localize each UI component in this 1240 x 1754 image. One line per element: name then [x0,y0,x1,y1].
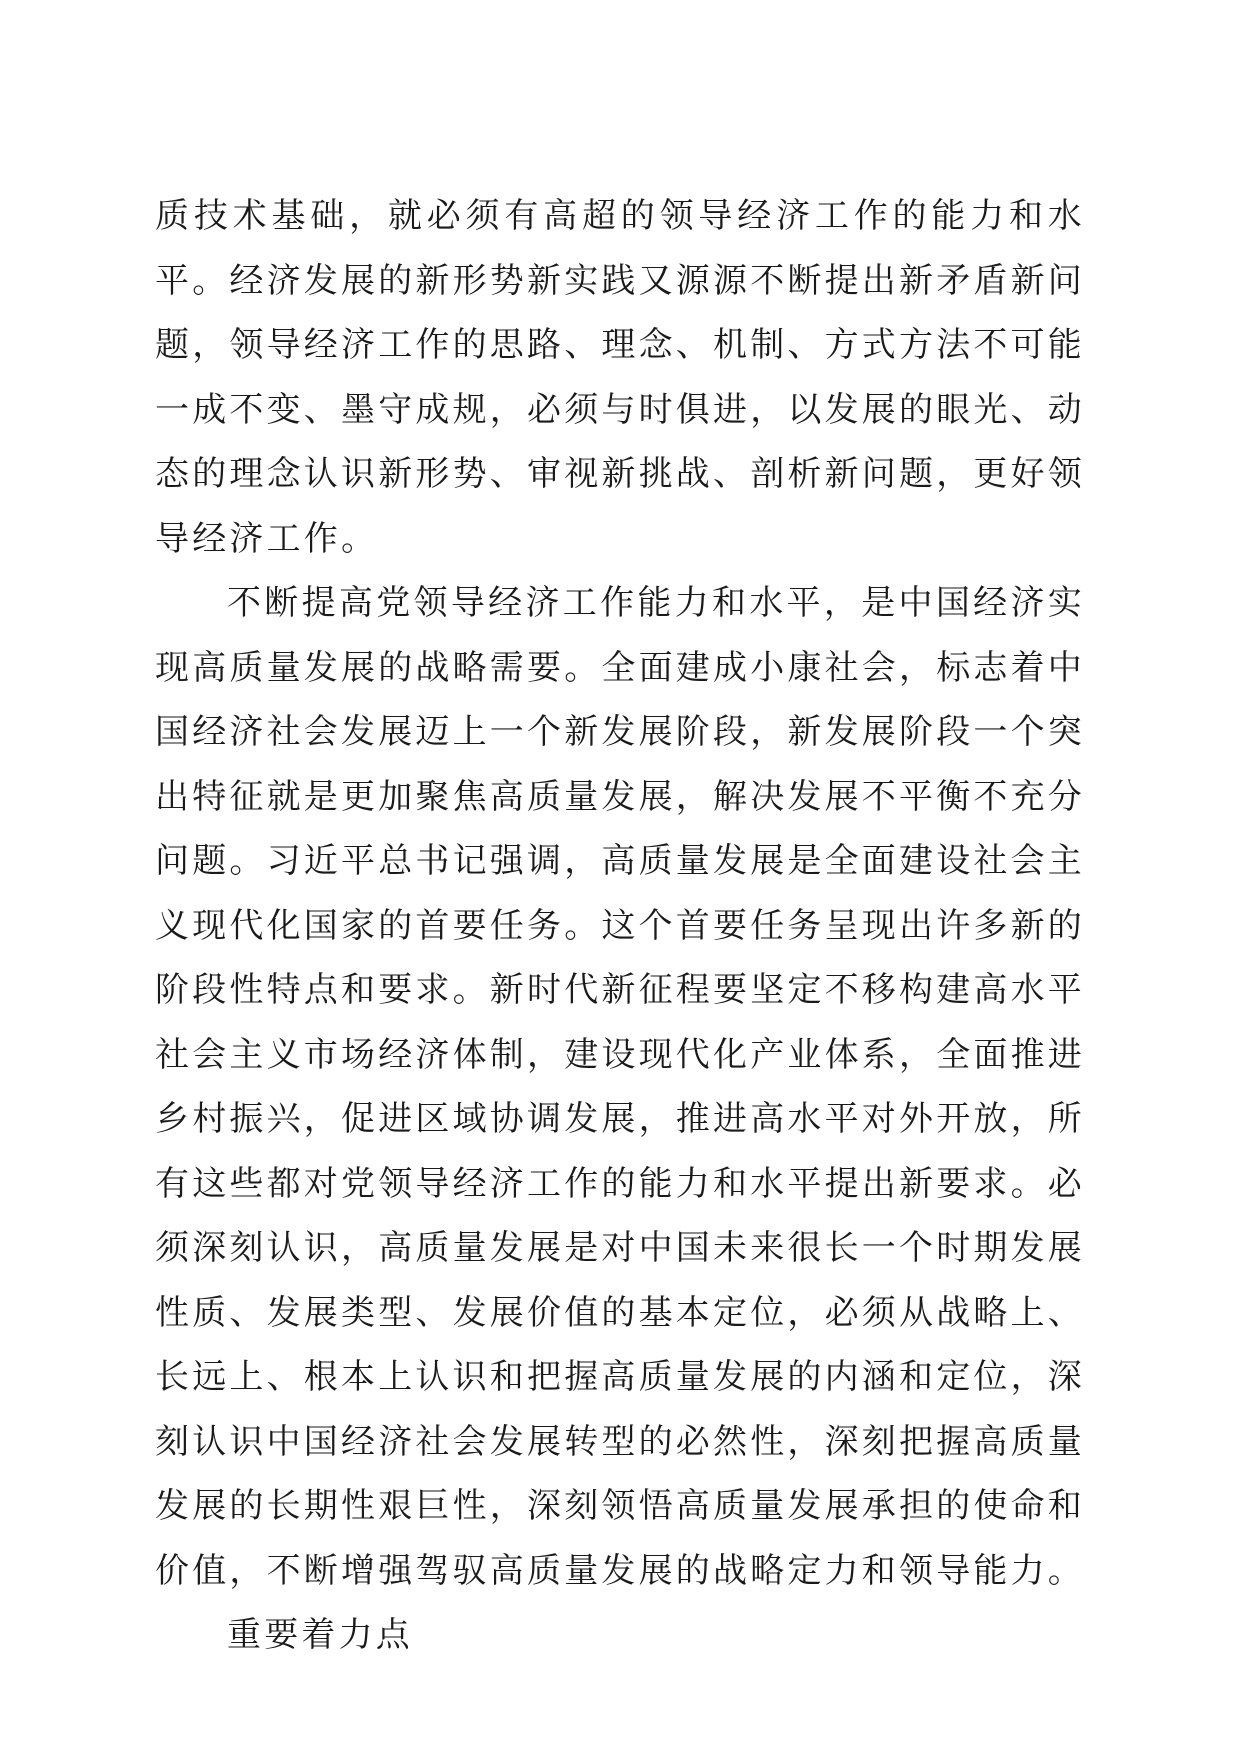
document-body [155,184,1085,1668]
paragraph-continuation: 质技术基础，就必须有高超的领导经济工作的能力和水平。经济发展的新形势新实践又源源不断提出新矛盾新问题，领导经济工作的思路、理念、机制、方式方法不可能一成不变、墨守成规，必须与时俱进，以发展的眼光、动态的理念认识新形势、审视新挑战、剖析新问题，更好领导经济工作。 [155,196,1085,559]
section-heading: 重要着力点 [227,1615,413,1655]
paragraph-high-quality-development: 不断提高党领导经济工作能力和水平，是中国经济实现高质量发展的战略需要。全面建成小康社会，标志着中国经济社会发展迈上一个新发展阶段，新发展阶段一个突出特征就是更加聚焦高质量发展，解决发展不平衡不充分问题。习近平总书记强调，高质量发展是全面建设社会主义现代化国家的首要任务。这个首要任务呈现出许多新的阶段性特点和要求。新时代新征程要坚定不移构建高水平社会主义市场经济体制，建设现代化产业体系，全面推进乡村振兴，促进区域协调发展，推进高水平对外开放，所有这些都对党领导经济工作的能力和水平提出新要求。必须深刻认识，高质量发展是对中国未来很长一个时期发展性质、发展类型、发展价值的基本定位，必须从战略上、长远上、根本上认识和把握高质量发展的内涵和定位，深刻认识中国经济社会发展转型的必然性，深刻把握高质量发展的长期性艰巨性，深刻领悟高质量发展承担的使命和价值，不断增强驾驭高质量发展的战略定力和领导能力。 [155,583,1085,1591]
